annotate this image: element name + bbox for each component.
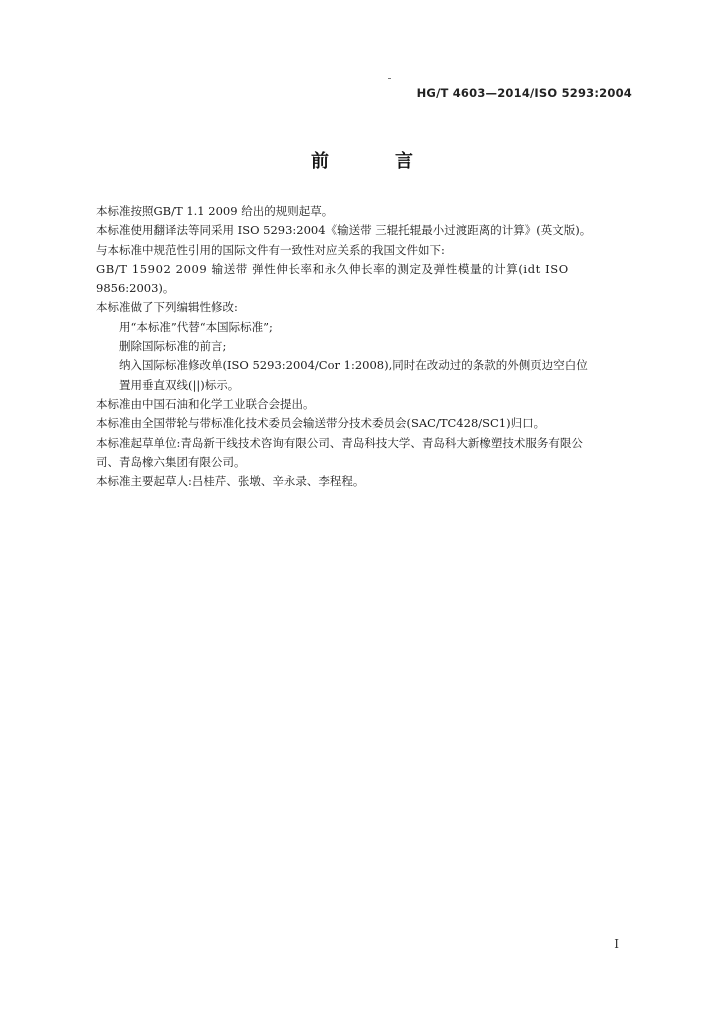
standard-code: HG/T 4603—2014/ISO 5293:2004	[416, 86, 632, 100]
paragraph-reference-gbt15902-cont: 9856:2003)。	[96, 281, 175, 296]
paragraph-reference-gbt15902: GB/T 15902 2009 输送带 弹性伸长率和永久伸长率的测定及弹性模量的计算(idt ISO	[96, 261, 569, 276]
list-item-corrigendum-cont: 置用垂直双线(||)标示。	[119, 377, 240, 392]
foreword-body	[96, 202, 634, 491]
page-title: 前 言	[311, 151, 437, 172]
paragraph-drafting-units-cont: 司、青岛橡六集团有限公司。	[96, 454, 246, 469]
paragraph-normative-reference-intro: 与本标准中规范性引用的国际文件有一致性对应关系的我国文件如下:	[96, 242, 445, 257]
paragraph-drafting-units: 本标准起草单位:青岛新干线技术咨询有限公司、青岛科技大学、青岛科大新橡塑技术服务有限公	[96, 435, 583, 450]
paragraph-technical-committee: 本标准由全国带轮与带标准化技术委员会输送带分技术委员会(SAC/TC428/SC1)归口。	[96, 416, 546, 431]
paragraph-editorial-changes: 本标准做了下列编辑性修改:	[96, 300, 238, 315]
paragraph-translation-method: 本标准使用翻译法等同采用 ISO 5293:2004《输送带 三辊托辊最小过渡距离的计算》(英文版)。	[96, 223, 592, 238]
paragraph-proposed-by: 本标准由中国石油和化学工业联合会提出。	[96, 396, 315, 411]
scan-speck	[388, 78, 391, 79]
paragraph-drafting-rule: 本标准按照GB/T 1.1 2009 给出的规则起草。	[96, 204, 334, 218]
list-item-delete-foreword: 删除国际标准的前言;	[119, 339, 227, 354]
list-item-corrigendum: 纳入国际标准修改单(ISO 5293:2004/Cor 1:2008),同时在改动过的条款的外侧页边空白位	[119, 358, 588, 373]
list-item-replace-term: 用“本标准”代替“本国际标准”;	[119, 319, 273, 334]
paragraph-main-drafters: 本标准主要起草人:吕桂芹、张墩、辛永录、李程程。	[96, 474, 365, 489]
page-number: I	[614, 937, 619, 951]
